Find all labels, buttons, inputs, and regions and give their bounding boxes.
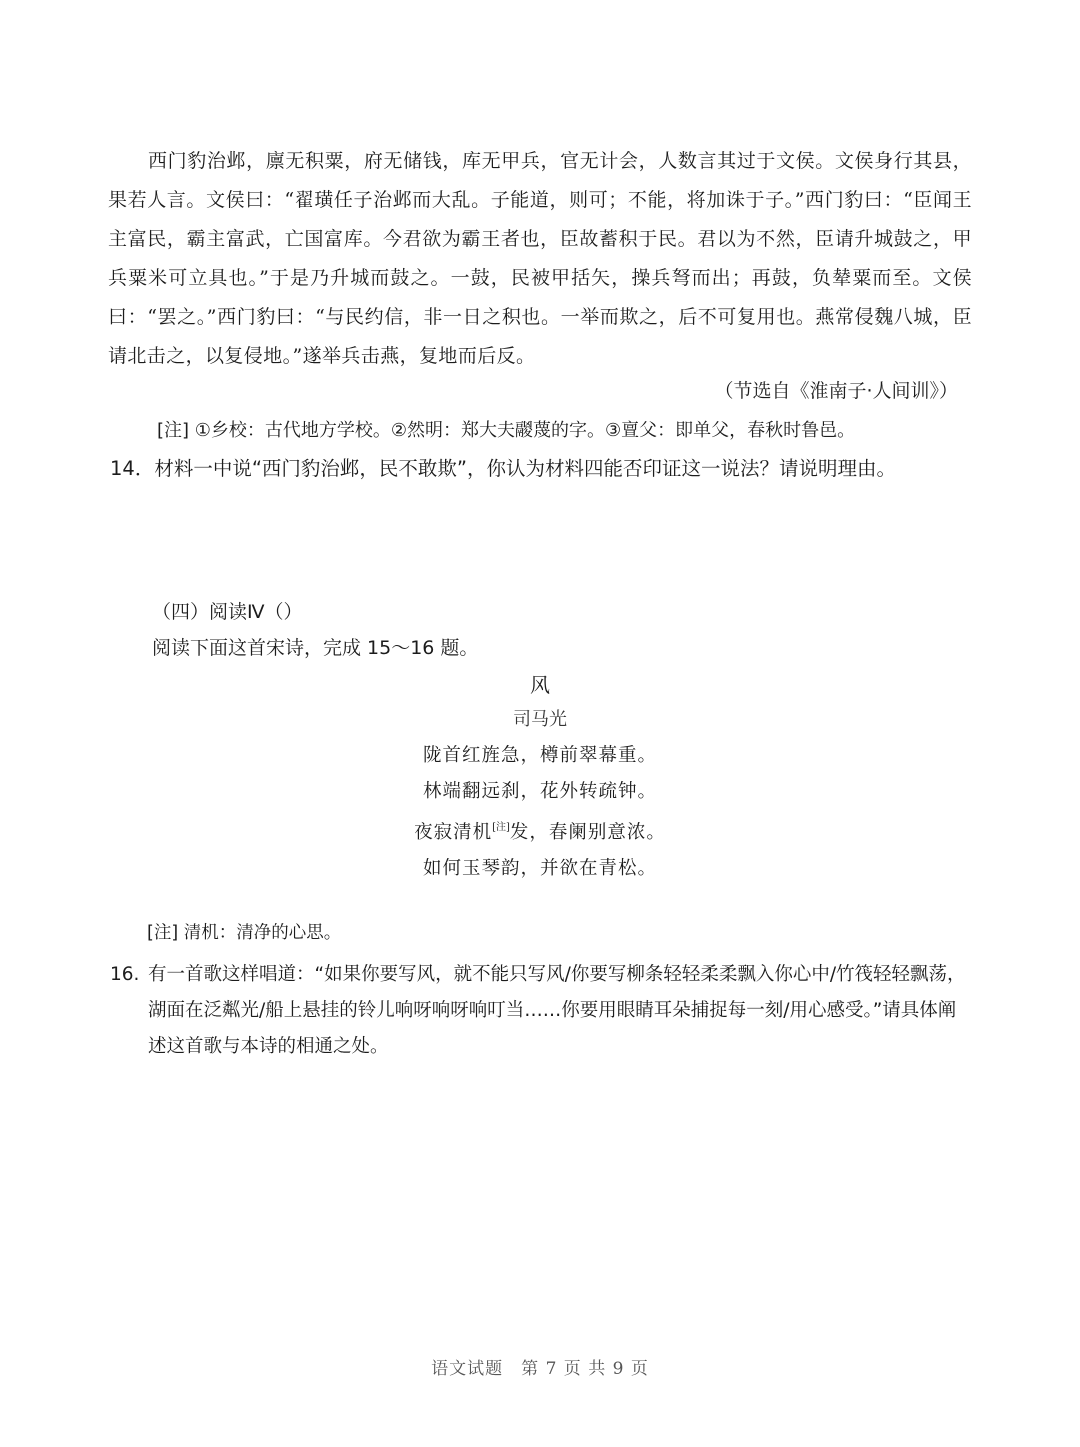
question-16-text: 有一首歌这样唱道：“如果你要写风，就不能只写风/你要写柳条轻轻柔柔飘入你心中/竹筏轻轻飘荡，湖面在泛粼光/船上悬挂的铃儿响呀响呀响叮当……你要用眼睛耳朵捕捉每一刻/用心感受。”请具体阐述这首歌与本诗的相通之处。 xyxy=(148,964,966,1057)
poem-note: [注] 清机：清净的心思。 xyxy=(147,923,342,943)
passage-note: [注] ①乡校：古代地方学校。②然明：郑大夫鬷蔑的字。③亶父：即单父，春秋时鲁邑。 xyxy=(157,420,856,441)
section-heading-4: （四）阅读Ⅳ（） xyxy=(152,601,303,623)
poem-block xyxy=(0,668,1080,887)
poem-line-3 xyxy=(0,810,1080,851)
page-footer: 语文试题 第 7 页 共 9 页 xyxy=(431,1359,649,1379)
poem-author: 司马光 xyxy=(513,709,567,730)
passage-text: 西门豹治邺，廪无积粟，府无储钱，库无甲兵，官无计会，人数言其过于文侯。文侯身行其县，果若人言。文侯曰：“翟璜任子治邺而大乱。子能道，则可；不能，将加诛于子。”西门豹曰：“臣闻王主富民，霸主富武，亡国富库。今君欲为霸王者也，臣故蓄积于民。君以为不然，臣请升城鼓之，甲兵粟米可立具也。”于是乃升城而鼓之。一鼓，民被甲括矢，操兵弩而出；再鼓，负辇粟而至。文侯曰：“罢之。”西门豹曰：“与民约信，非一日之积也。一举而欺之，后不可复用也。燕常侵魏八城，臣请北击之，以复侵地。”遂举兵击燕，复地而后反。 xyxy=(108,150,972,367)
poem-line-1: 陇首红旌急，樽前翠幕重。 xyxy=(422,745,657,766)
question-16 xyxy=(110,957,970,1065)
poem-line-3-part-a: 夜寂清机 xyxy=(414,822,493,843)
reading-instruction: 阅读下面这首宋诗，完成 15～16 题。 xyxy=(152,637,479,659)
poem-note-marker: [注] xyxy=(492,822,510,833)
passage-source: （节选自《淮南子·人间训》） xyxy=(714,380,958,402)
poem-line-3-part-b: 发，春阑别意浓。 xyxy=(509,822,666,843)
classical-passage xyxy=(108,142,972,376)
poem-line-2: 林端翻远刹，花外转疏钟。 xyxy=(422,781,657,802)
poem-title: 风 xyxy=(530,673,550,697)
question-16-number: 16. xyxy=(110,964,140,985)
poem-line-4: 如何玉琴韵，并欲在青松。 xyxy=(422,858,657,879)
question-14: 14．材料一中说“西门豹治邺，民不敢欺”，你认为材料四能否印证这一说法？请说明理由。 xyxy=(110,457,897,480)
